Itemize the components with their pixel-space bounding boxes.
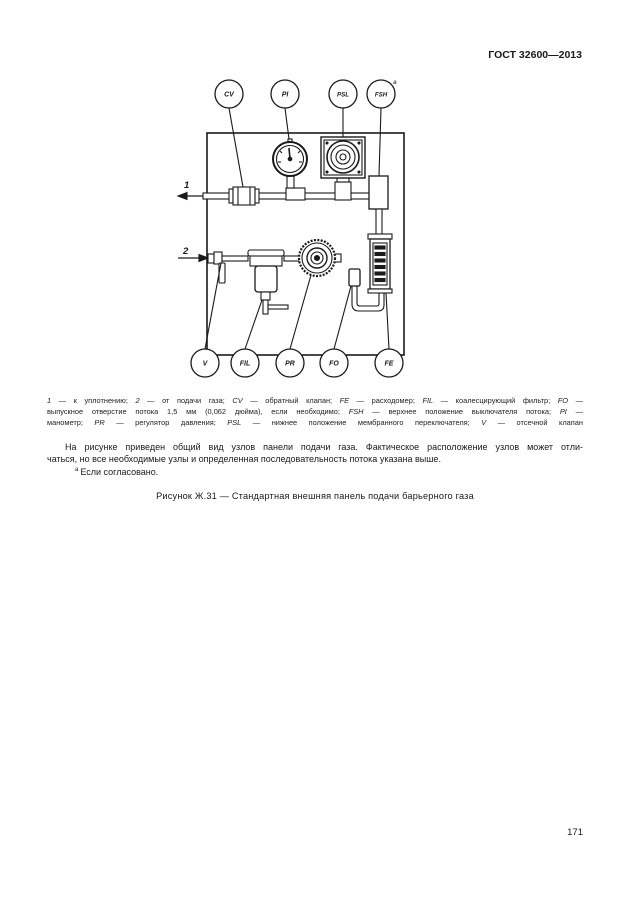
legend-text: — отсечной клапан — [486, 417, 583, 427]
tag-fo — [320, 349, 348, 377]
document-standard-number: ГОСТ 32600—2013 — [488, 49, 582, 61]
legend-text: — — [568, 396, 583, 405]
legend-text: манометр; — [47, 417, 95, 427]
tag-pr — [276, 349, 304, 377]
tag-fil-label: FIL — [239, 360, 251, 368]
footnote-mark: a — [75, 467, 79, 473]
legend-text: — коалесцирующий фильтр; — [433, 396, 558, 405]
figure-legend — [47, 396, 583, 428]
legend-text: — — [566, 406, 583, 416]
legend-text: — к уплотнению; — [51, 396, 136, 405]
gas-panel-diagram — [0, 0, 630, 385]
legend-symbol: CV — [232, 396, 243, 405]
paragraph-line-1: На рисунке приведен общий вид узлов панели подачи газа. Фактическое расположение узлов может отли- — [65, 442, 583, 452]
tag-fe-label: FE — [384, 360, 394, 368]
flowmeter-pipe — [376, 209, 382, 235]
tag-cv-label: CV — [224, 91, 234, 99]
legend-text: — регулятор давления; — [104, 417, 228, 427]
legend-symbol: 2 — [135, 396, 140, 405]
paragraph-line-2: чаться, но все необходимые узлы и определенная последовательность потока указана выше. — [47, 454, 441, 464]
legend-text: — обратный клапан; — [242, 396, 340, 405]
tag-cv — [215, 80, 243, 108]
tag-fsh-note: a — [393, 79, 397, 86]
tag-fsh — [367, 79, 397, 108]
outlet-arrow — [178, 193, 203, 200]
tag-psl-label: PSL — [336, 91, 350, 99]
inlet-pipe — [222, 256, 248, 261]
footnote-text: Если согласовано. — [80, 467, 159, 477]
legend-symbol: PR — [94, 417, 105, 427]
regulator-pipe — [284, 256, 300, 261]
legend-symbol: PI — [559, 406, 567, 416]
tag-pi — [271, 80, 299, 108]
footnote — [75, 464, 158, 478]
tag-fe — [375, 349, 403, 377]
tag-fsh-label: FSH — [374, 91, 388, 99]
legend-text: — верхнее положение выключателя потока; — [363, 406, 560, 416]
legend-text: — нижнее положение мембранного переключателя; — [241, 417, 482, 427]
legend-line — [47, 407, 583, 418]
tag-v-label: V — [202, 360, 208, 368]
figure-caption: Рисунок Ж.31 — Стандартная внешняя панель подачи барьерного газа — [156, 491, 474, 501]
legend-symbol: FIL — [422, 396, 434, 405]
page-number: 171 — [567, 827, 583, 838]
legend-symbol: 1 — [47, 396, 52, 405]
legend-line — [47, 396, 583, 407]
tag-psl — [329, 80, 357, 108]
tag-pi-label: PI — [281, 91, 289, 99]
legend-symbol: V — [481, 417, 487, 427]
legend-line — [47, 418, 583, 429]
inlet-label: 2 — [183, 246, 189, 257]
flowmeter — [368, 234, 392, 293]
flow-switch-high — [369, 176, 388, 209]
legend-text: — расходомер; — [349, 396, 423, 405]
outlet-label: 1 — [184, 180, 190, 191]
body-paragraph — [47, 441, 583, 465]
legend-text: — от подачи газа; — [139, 396, 233, 405]
legend-symbol: FO — [557, 396, 569, 405]
tag-fil — [231, 349, 259, 377]
legend-symbol: FSH — [348, 406, 364, 416]
tag-pr-label: PR — [285, 360, 295, 368]
flow-orifice — [349, 269, 360, 286]
tag-v — [191, 349, 219, 377]
legend-symbol: FE — [339, 396, 350, 405]
tag-fo-label: FO — [329, 360, 339, 368]
legend-text: выпускное отверстие потока 1,5 мм (0,062 дюйма), если необходимо; — [47, 406, 349, 416]
check-valve — [229, 187, 259, 205]
legend-symbol: PSL — [227, 417, 242, 427]
